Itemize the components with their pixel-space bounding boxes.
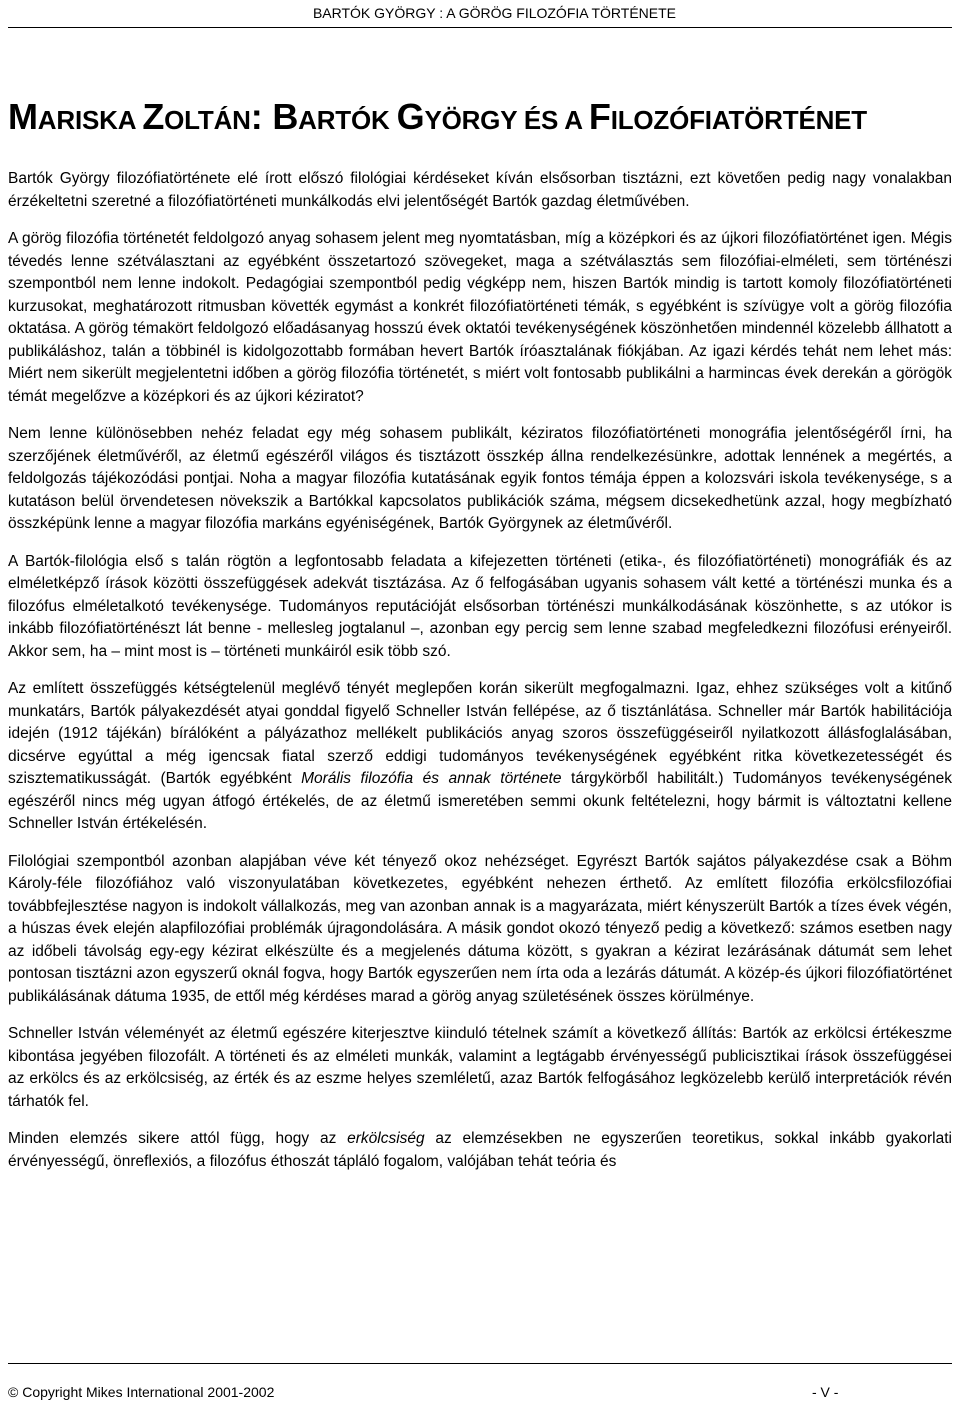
paragraph-text: tárgykörből habilitált.) Tudományos tevékenységének egészéről nincs még ugyan átfogó értékelés, de az életmű ismeretében semmi okunk feltételezni, hogy bármit is változtatni kellene Schneller István értékelésén. — [8, 770, 952, 832]
title-initial: B — [272, 96, 299, 137]
paragraph-text: A görög filozófia történetét feldolgozó anyag sohasem jelent meg nyomtatásban, míg a középkori és az újkori filozófiatörténet igen. Mégis tévedés lenne szétválasztani az egyébként összetartozó szövegeket, maga a szétválasztás sem filozófiai-elméleti, sem történészi szempontból nem lenne indokolt. Pedagógiai szempontból pedig végképp nem, hiszen Bartók mindig is tartott komoly filozófiatörténeti kurzusokat, meghatározott ritmusban követték egymást a konkrét filozófiatörténeti témák, s egyébként is szívügye volt a görög filozófia oktatása. A görög témakört feldolgozó előadásanyag hosszú évek oktatói tevékenységének köszönhetően mindennél közelebb állhatott a publikáláshoz, talán a többinél is kidolgozottabb formában hevert Bartók íróasztalának fiókjában. Az igazi kérdés tehát nem lehet más: Miért nem sikerült megjelentetni időben a görög filozófia történetét, s miért volt fontosabb publikálni a harmincas évek derekán a görögök témát megelőzve a középkori és az újkori kéziratot? — [8, 230, 952, 405]
paragraph-text: Schneller István véleményét az életmű egészére kiterjesztve kiinduló tételnek számít a következő állítás: Bartók az erkölcsi értékeszme kibontása jegyében filozofált. A történeti és az elméleti munkák, valamint a legtágabb érvényességű publicisztikai írások összefüggései az erkölcs és az erkölcsiség, az érték és az eszme helyes szemléletű, azaz Bartók felfogásához legközelebb kerülő interpretációk révén tárhatók fel. — [8, 1025, 952, 1110]
title-initial: F — [588, 96, 611, 137]
title-smallcaps: ARTÓK — [298, 105, 397, 135]
paragraph-4 — [8, 551, 952, 664]
title-initial: G — [396, 96, 425, 137]
paragraph-text: az elemzésekben ne egyszerűen teoretikus, sokkal inkább gyakorlati érvényességű, önreflexiós, a filozófus éthoszát tápláló fogalom, valójában tehát teória és — [8, 1130, 952, 1170]
title-separator: : — [250, 96, 273, 137]
paragraph-8 — [8, 1128, 952, 1173]
paragraph-3 — [8, 423, 952, 536]
footer-divider — [8, 1363, 952, 1364]
paragraph-text: Nem lenne különösebben nehéz feladat egy még sohasem publikált, kéziratos filozófiatörténeti monográfia jelentőségéről írni, ha szerzőjének életművéről, az életmű egészéről világos és tisztázott összkép állna rendelkezésünkre, adottak lennének a megértés, a feldolgozás tájékozódási pontjai. Noha a magyar filozófia kutatásának egyik fontos témája éppen a kolozsvári iskola tevékenysége, s a kutatáson belül örvendetesen növekszik a Bartókkal kapcsolatos publikációk száma, mégsem dicsekedhetünk azzal, hogy megbízható összképünk lenne a magyar filozófia markáns egyéniségének, Bartók Györgynek az életművéről. — [8, 425, 952, 532]
title-initial: M — [8, 96, 38, 137]
footer-copyright: © Copyright Mikes International 2001-2002 — [8, 1384, 275, 1400]
paragraph-text: Filológiai szempontból azonban alapjában véve két tényező okoz nehézséget. Egyrészt Bartók sajátos pályakezdése csak a Böhm Károly-féle filozófiához való viszonyulatában következetes, egyébként nehezen érthető. Az említett filozófia erkölcsfilozófiai továbbfejlesztése nagyon is indokolt vállalkozás, meg van azonban annak is a magyarázata, miért kényszerült Bartók a tízes évek végén, a húszas évek elején alapfilozófiai problémák újragondolására. A másik gondot okozó tényező pedig a következő: számos esetben nagy az időbeli távolság egy-egy kézirat elkészülte és a megjelenés dátuma között, s gyakran a kézirat lezárásának dátumát sem lehet pontosan tisztázni azon egyszerű oknál fogva, hogy Bartók egyszerűen nem írta oda a lezárás dátumát. A közép-és újkori filozófiatörténet publikálásának dátuma 1935, de ettől még kérdéses marad a görög anyag születésének összes körülménye. — [8, 852, 952, 1005]
page-title — [8, 95, 867, 142]
paragraph-text: A Bartók-filológia első s talán rögtön a legfontosabb feladata a kifejezetten történeti (etika-, és filozófiatörténeti) monográfiák és az elméletképző írások közötti összefüggések adekvát tisztázása. Az ő felfogásában ugyanis sohasem vált ketté a történészi munka és a filozófus elméletalkotó tevékenysége. Tudományos reputációját elsősorban történészi munkálkodásának köszönhette, s az utókor is inkább filozófiatörténészt lát benne - mellesleg jogtalanul –, azonban egy percig sem lenne szabad megfeledkezni filozófusi erényeiről. Akkor sem, ha – mint most is – történeti munkáiról esik több szó. — [8, 552, 952, 660]
body-text — [8, 168, 952, 1173]
title-initial: Z — [142, 96, 165, 137]
title-smallcaps: YÖRGY ÉS A — [424, 105, 589, 135]
paragraph-text: Bartók György filozófiatörténete elé írott előszó filológiai kérdéseket kíván elsősorban tisztázni, ezt követően pedig nagy vonalakban érzékeltetni szeretné a filozófiatörténeti munkálkodás elvi jelentőségét Bartók gazdag életművében. — [8, 170, 952, 210]
page-number: - V - — [812, 1384, 839, 1400]
paragraph-7 — [8, 1023, 952, 1113]
title-smallcaps: ILOZÓFIATÖRTÉNET — [610, 105, 867, 135]
paragraph-6 — [8, 851, 952, 1009]
header-divider — [8, 27, 952, 28]
paragraph-1 — [8, 168, 952, 213]
title-smallcaps: OLTÁN — [164, 105, 251, 135]
title-smallcaps: ARISKA — [37, 105, 143, 135]
book-title-italic: Morális filozófia és annak története — [301, 770, 562, 787]
paragraph-2 — [8, 228, 952, 408]
term-italic: erkölcsiség — [347, 1130, 425, 1147]
paragraph-text: Minden elemzés sikere attól függ, hogy az — [8, 1130, 348, 1147]
paragraph-text: Az említett összefüggés kétségtelenül meglévő tényét meglepően korán sikerült megfogalmazni. Igaz, ehhez szükséges volt a kitűnő munkatárs, Bartók pályakezdését atyai gonddal figyelő Schneller István fellépése, az ő tisztánlátása. Schneller már Bartók habilitációja idején (1912 tájékán) bírálóként a pályázathoz mellékelt publikációs anyag szoros összefüggéseiről nyilatkozott állásfoglalásában, dicsérve egyúttal a még igencsak fiatal szerző eddigi tudományos tevékenységének egyébként ritka következetességét és szisztematikusságát. (Bartók egyébként — [8, 680, 952, 787]
paragraph-5 — [8, 678, 952, 836]
running-header: BARTÓK GYÖRGY : A GÖRÖG FILOZÓFIA TÖRTÉNETE — [312, 5, 676, 21]
